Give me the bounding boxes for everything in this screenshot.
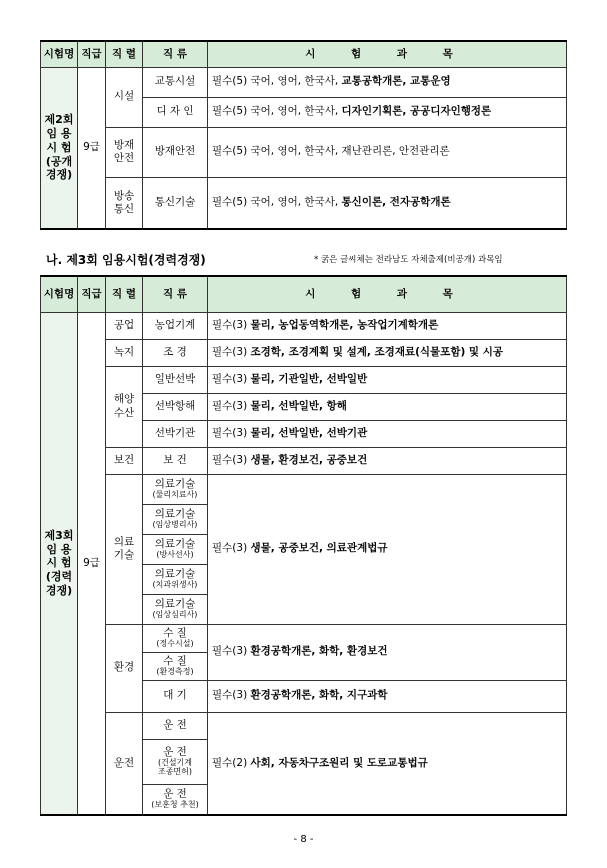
subject-cell: 필수(3) 생물, 환경보건, 공중보건: [208, 447, 567, 474]
category-cell: 조 경: [143, 339, 208, 366]
category-cell: 방재안전: [143, 127, 208, 177]
category-cell: 수 질 (정수시설): [143, 624, 208, 652]
category-cell: 통신기술: [143, 177, 208, 229]
series-cell: 방송 통신: [106, 177, 143, 229]
category-cell: 선박기관: [143, 420, 208, 447]
subject-cell: 필수(3) 환경공학개론, 화학, 지구과학: [208, 680, 567, 712]
table-row: [41, 127, 567, 177]
header-series: 직 렬: [106, 276, 143, 312]
category-cell: 농업기계: [143, 312, 208, 339]
grade-cell: 9급: [78, 67, 106, 229]
category-cell: 운 전 (보훈청 추천): [143, 784, 208, 815]
subject-cell: 필수(3) 물리, 농업동역학개론, 농작업기계학개론: [208, 312, 567, 339]
category-cell: 선박항해: [143, 393, 208, 420]
subject-cell: 필수(3) 물리, 선박일반, 항해: [208, 393, 567, 420]
category-cell: 일반선박: [143, 366, 208, 393]
series-cell: 환경: [106, 624, 143, 712]
series-cell: 운전: [106, 712, 143, 815]
category-cell: 의료기술 (임상병리사): [143, 504, 208, 534]
table-row: [41, 312, 567, 339]
subject-cell: 필수(5) 국어, 영어, 한국사, 통신이론, 전자공학개론: [208, 177, 567, 229]
header-exam: 시험명: [41, 41, 78, 67]
subject-cell: 필수(3) 환경공학개론, 화학, 환경보건: [208, 624, 567, 680]
category-cell: 교통시설: [143, 67, 208, 97]
table-row: [41, 474, 567, 504]
category-cell: 의료기술 (물리치료사): [143, 474, 208, 504]
category-cell: 의료기술 (임상심리사): [143, 594, 208, 624]
header-category: 직 류: [143, 41, 208, 67]
series-cell: 해양 수산: [106, 366, 143, 447]
header-category: 직 류: [143, 276, 208, 312]
section-title: 나. 제3회 임용시험(경력경쟁): [46, 253, 206, 267]
subject-cell: 필수(5) 국어, 영어, 한국사, 교통공학개론, 교통운영: [208, 67, 567, 97]
table-row: [41, 67, 567, 97]
header-grade: 직급: [78, 276, 106, 312]
category-cell: 운 전: [143, 712, 208, 739]
table-row: [41, 177, 567, 229]
table-row: [41, 624, 567, 652]
table-row: [41, 712, 567, 739]
category-cell: 보 건: [143, 447, 208, 474]
subject-cell: 필수(5) 국어, 영어, 한국사, 디자인기획론, 공공디자인행정론: [208, 97, 567, 127]
series-cell: 공업: [106, 312, 143, 339]
exam-table-2nd: [40, 40, 567, 230]
header-series: 직 렬: [106, 41, 143, 67]
subject-cell: 필수(5) 국어, 영어, 한국사, 재난관리론, 안전관리론: [208, 127, 567, 177]
section-note: * 굵은 글씨체는 전라남도 자체출제(비공개) 과목임: [314, 255, 503, 265]
subject-cell: 필수(3) 물리, 선박일반, 선박기관: [208, 420, 567, 447]
header-subjects: 시 험 과 목: [208, 41, 567, 67]
series-cell: 녹지: [106, 339, 143, 366]
header-grade: 직급: [78, 41, 106, 67]
series-cell: 시설: [106, 67, 143, 127]
table2-header-row: [41, 276, 567, 312]
exam-name-cell: 제2회 임 용 시 험 (공개 경쟁): [41, 67, 78, 229]
header-exam: 시험명: [41, 276, 78, 312]
category-cell: 디 자 인: [143, 97, 208, 127]
subject-cell: 필수(3) 물리, 기관일반, 선박일반: [208, 366, 567, 393]
exam-name-cell: 제3회 임 용 시 험 (경력 경쟁): [41, 312, 78, 815]
subject-cell: 필수(2) 사회, 자동차구조원리 및 도로교통법규: [208, 712, 567, 815]
category-cell: 의료기술 (방사선사): [143, 534, 208, 564]
category-cell: 운 전 (건설기계 조종면허): [143, 739, 208, 784]
subject-cell: 필수(3) 생물, 공중보건, 의료관계법규: [208, 474, 567, 624]
category-cell: 대 기: [143, 680, 208, 712]
category-cell: 의료기술 (치과위생사): [143, 564, 208, 594]
category-cell: 수 질 (환경측정): [143, 652, 208, 680]
subject-cell: 필수(3) 조경학, 조경계획 및 설계, 조경재료(식물포함) 및 시공: [208, 339, 567, 366]
table-row: [41, 339, 567, 366]
series-cell: 방재 안전: [106, 127, 143, 177]
table-row: [41, 447, 567, 474]
exam-table-3rd: [40, 275, 567, 816]
grade-cell: 9급: [78, 312, 106, 815]
page-number: - 8 -: [293, 834, 314, 845]
series-cell: 보건: [106, 447, 143, 474]
table-row: [41, 366, 567, 393]
table1-header-row: [41, 41, 567, 67]
header-subjects: 시 험 과 목: [208, 276, 567, 312]
series-cell: 의료 기술: [106, 474, 143, 624]
